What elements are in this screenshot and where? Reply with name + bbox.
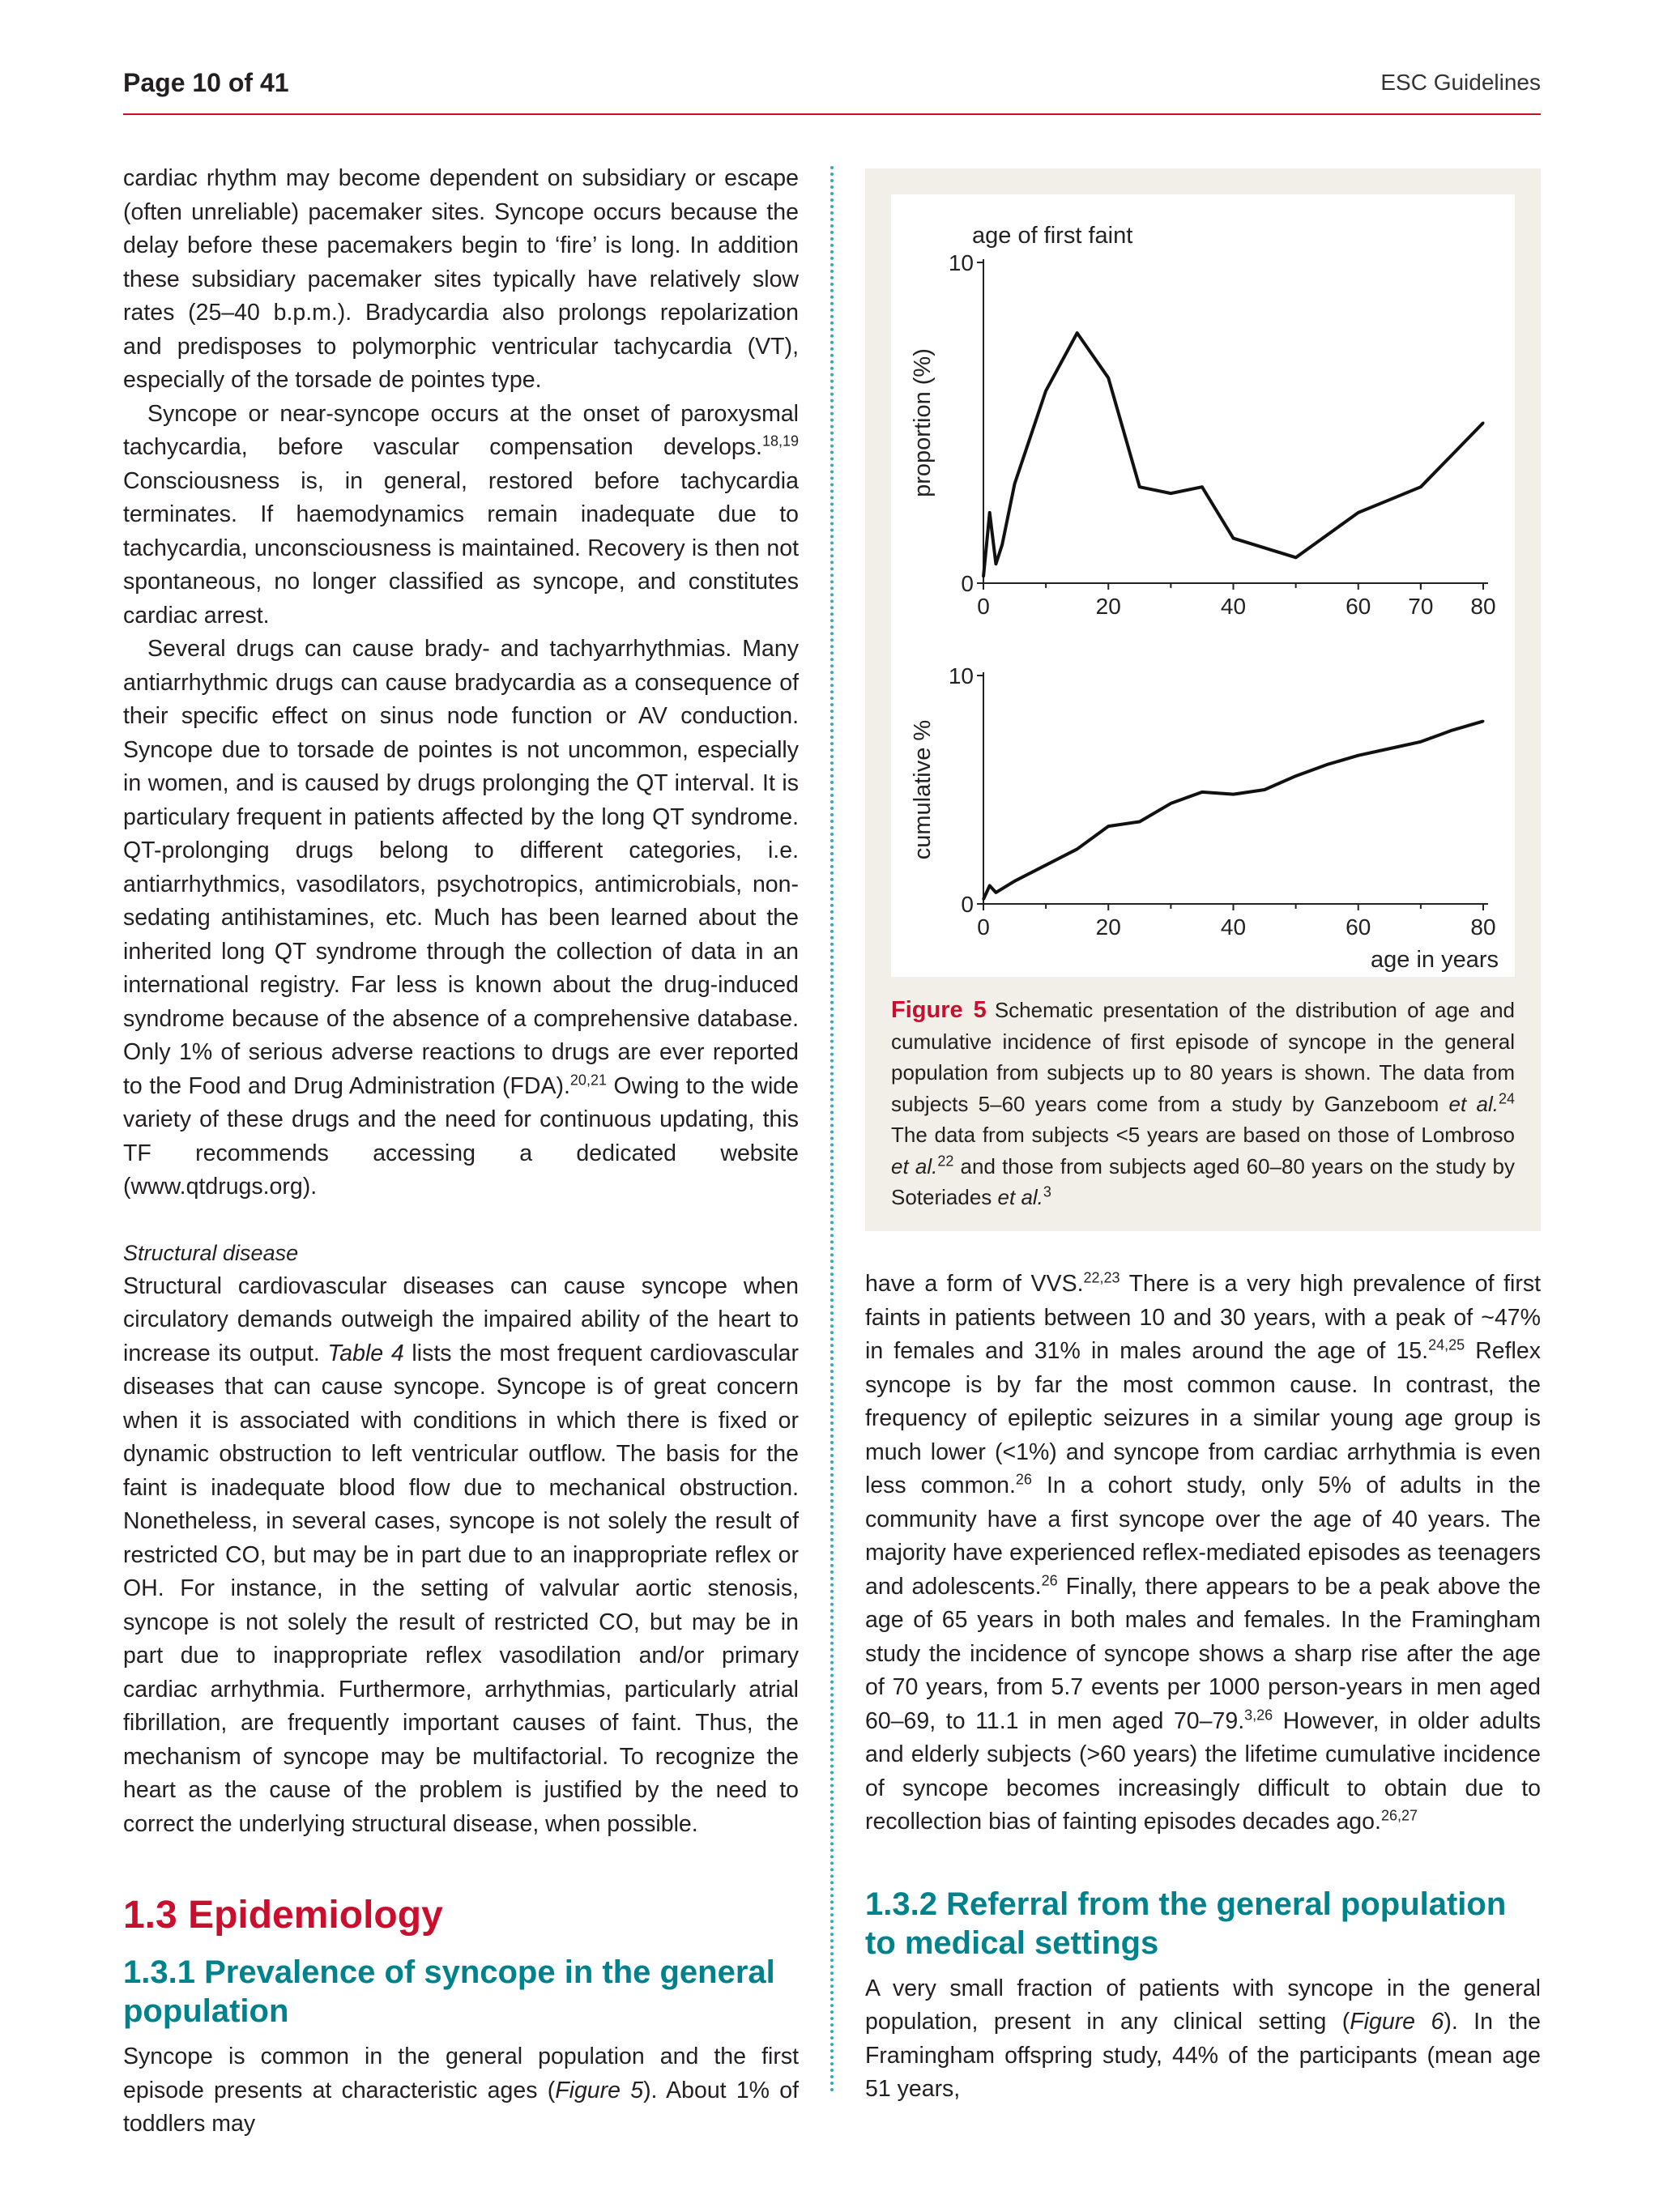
y-tick-label: 0: [961, 892, 974, 917]
data-point: [988, 884, 991, 887]
data-point: [983, 898, 985, 901]
left-column: [123, 162, 799, 2142]
paragraph: A very small fraction of patients with syncope in the general population, present in any clinical setting (Figure 6). In the Framingham offspring study, 44% of the participants (mean age 51 years,: [865, 1975, 1541, 2102]
citation: 18,19: [761, 433, 799, 450]
paragraph: Syncope or near-syncope occurs at the onset of paroxysmal tachycardia, before vascular compensation develops.$^{18,19}$ Consciousness is, in general, restored before tachycardia terminates. If haemodynamics remain inadequate due to tachycardia, unconsciousness is maintained. Recovery is then not spontaneous, no longer classified as syncope, and constitutes cardiac arrest.: [123, 400, 799, 629]
column-divider: [830, 166, 834, 2094]
data-point: [1451, 729, 1453, 731]
data-point: [995, 563, 997, 565]
citation: 20,21: [569, 1072, 607, 1088]
figure-reference: Figure 5: [555, 2077, 644, 2103]
section-heading: 1.3 Epidemiology: [123, 1894, 443, 1937]
data-point: [1076, 332, 1078, 335]
x-tick-label: 80: [1470, 914, 1496, 940]
y-tick-label: 10: [948, 663, 974, 688]
journal-title: ESC Guidelines: [1380, 70, 1541, 95]
paragraph: cardiac rhythm may become dependent on subsidiary or escape (often unreliable) pacemaker sites. Syncope occurs because the delay before these pacemakers begin to ‘fire’ is long. In addition these subsidiary pacemaker sites typically have relatively slow rates (25–40 b.p.m.). Bradycardia also prolongs repolarization and predisposes to polymorphic ventricular tachycardia (VT), especially of the torsade de pointes type.: [123, 165, 799, 393]
data-point: [1388, 499, 1391, 501]
data-point: [1326, 534, 1328, 536]
data-point: [1232, 537, 1235, 539]
x-tick-label: 20: [1095, 594, 1121, 619]
subsection-heading: Structural disease: [123, 1240, 299, 1265]
data-point: [1170, 492, 1172, 495]
y-axis-label: proportion (%): [910, 348, 936, 497]
table-reference: Table 4: [327, 1340, 404, 1366]
page-number: Page 10 of 41: [123, 68, 289, 97]
figure-plot-area: [891, 194, 1515, 977]
data-point: [1294, 556, 1297, 559]
x-tick-label: 60: [1346, 594, 1371, 619]
data-point: [1232, 793, 1235, 795]
data-point: [1482, 422, 1485, 424]
x-tick-label: 70: [1408, 594, 1434, 619]
figure-5: [865, 168, 1541, 1231]
data-point: [1451, 454, 1453, 456]
x-tick-label: 40: [1220, 594, 1247, 619]
paragraph: Structural cardiovascular diseases can cause syncope when circulatory demands outweigh the impaired ability of the heart to increase its output. Table 4 lists the most frequent cardiovascular diseases that can cause syncope. Syncope is of great concern when it is associated with conditions in which there is fixed or dynamic obstruction to left ventricular outflow. The basis for the faint is inadequate blood flow due to mechanical obstruction. Nonetheless, in several cases, syncope is not solely the result of restricted CO, but may be in part due to an inappropriate reflex or OH. For instance, in the setting of valvular aortic stenosis, syncope is not solely the result of restricted CO, but may be in part due to inappropriate reflex vasodilation and/or primary cardiac arrhythmia. Furthermore, arrhythmias, particularly atrial fibrillation, are frequently important causes of faint. Thus, the mechanism of syncope may be multifactorial. To recognize the heart as the cause of the problem is justified by the need to correct the underlying structural disease, when possible.: [123, 1272, 799, 1837]
data-point: [988, 511, 991, 514]
data-point: [1013, 880, 1016, 882]
data-point: [1001, 543, 1004, 546]
data-point: [1357, 511, 1359, 514]
data-point: [983, 576, 985, 578]
data-point: [1138, 486, 1141, 488]
data-point: [1264, 547, 1266, 549]
subsection-title: 1.3.2 Referral from the general population to medical settings: [865, 1886, 1507, 1961]
figure-reference: Figure 6: [1350, 2009, 1444, 2035]
data-point: [1419, 486, 1422, 488]
data-point: [1045, 390, 1047, 392]
data-point: [1107, 377, 1110, 379]
x-tick-label: 80: [1470, 594, 1496, 619]
data-point: [1201, 486, 1203, 488]
data-point: [1138, 820, 1141, 823]
data-point: [1294, 775, 1297, 778]
data-point: [1045, 864, 1047, 867]
data-point: [1388, 748, 1391, 750]
right-column: [865, 1268, 1541, 2107]
series-line: [983, 721, 1483, 899]
x-tick-label: 20: [1095, 914, 1121, 940]
x-tick-label: 0: [977, 594, 990, 619]
data-point: [995, 891, 997, 893]
y-tick-label: 0: [961, 571, 974, 596]
figure-caption: Figure 5 Schematic presentation of the distribution of age and cumulative incidence of first episode of syncope in the general population from subjects up to 80 years is shown. The data from subjects 5–60 years come from a study by Ganzeboom et al.$^{24}$ The data from subjects <5 years are based on those of Lombroso et al.$^{22}$ and those from subjects aged 60–80 years on the study by Soteriades et al.$^3$: [891, 997, 1515, 1209]
data-point: [1419, 740, 1422, 743]
data-point: [1076, 848, 1078, 850]
figure-charts: [891, 194, 1515, 977]
page-header: [123, 66, 1541, 115]
chart-title: age of first faint: [972, 223, 1133, 249]
y-tick-label: 10: [948, 250, 974, 275]
data-point: [1170, 802, 1172, 804]
x-tick-label: 0: [977, 914, 990, 940]
data-point: [1326, 763, 1328, 765]
data-point: [1107, 825, 1110, 828]
data-point: [1482, 720, 1485, 722]
paragraph: have a form of VVS.$^{22,23}$ There is a very high prevalence of first faints in patients between 10 and 30 years, with a peak of ~47% in females and 31% in males around the age of 15.$^{24,25}$ Reflex syncope is by far the most common cause. In contrast, the frequency of epileptic seizures in a similar young age group is much lower (<1%) and syncope from cardiac arrhythmia is even less common.$^{26}$ In a cohort study, only 5% of adults in the community have a first syncope over the age of 40 years. The majority have experienced reflex-mediated episodes as teenagers and adolescents.$^{26}$ Finally, there appears to be a peak above the age of 65 years in both males and females. In the Framingham study the incidence of syncope shows a sharp rise after the age of 70 years, from 5.7 events per 1000 person-years in men aged 60–69, to 11.1 in men aged 70–79.$^{3,26}$ However, in older adults and elderly subjects (>60 years) the lifetime cumulative incidence of syncope becomes increasingly difficult to obtain due to recollection bias of fainting episodes decades ago.$^{26,27}$: [865, 1269, 1541, 1835]
x-tick-label: 60: [1346, 914, 1371, 940]
paragraph: Several drugs can cause brady- and tachyarrhythmias. Many antiarrhythmic drugs can cause bradycardia as a consequence of their specific effect on sinus node function or AV conduction. Syncope due to torsade de pointes is not uncommon, especially in women, and is caused by drugs prolonging the QT interval. It is particulary frequent in patients affected by the long QT syndrome. QT-prolonging drugs belong to different categories, i.e. antiarrhythmics, vasodilators, psychotropics, antimicrobials, non-sedating antihistamines, etc. Much has been learned about the inherited long QT syndrome through the collection of data in an international registry. Far less is known about the drug-induced syndrome because of the absence of a comprehensive database. Only 1% of serious adverse reactions to drugs are ever reported to the Food and Drug Administration (FDA).$^{20,21}$ Owing to the wide variety of these drugs and the need for continuous updating, this TF recommends accessing a dedicated website (www.qtdrugs.org).: [123, 636, 799, 1200]
subsection-title: 1.3.1 Prevalence of syncope in the general population: [123, 1954, 775, 2029]
x-axis-label: age in years: [1371, 947, 1499, 973]
data-point: [1013, 483, 1016, 485]
paragraph: Syncope is common in the general population and the first episode presents at characteristic ages (Figure 5). About 1% of toddlers may: [123, 2044, 799, 2137]
x-tick-label: 40: [1220, 914, 1247, 940]
data-point: [1201, 791, 1203, 793]
series-line: [983, 333, 1483, 577]
data-point: [1357, 754, 1359, 757]
y-axis-label: cumulative %: [910, 719, 936, 860]
data-point: [1264, 789, 1266, 791]
figure-label: Figure 5: [891, 997, 987, 1023]
